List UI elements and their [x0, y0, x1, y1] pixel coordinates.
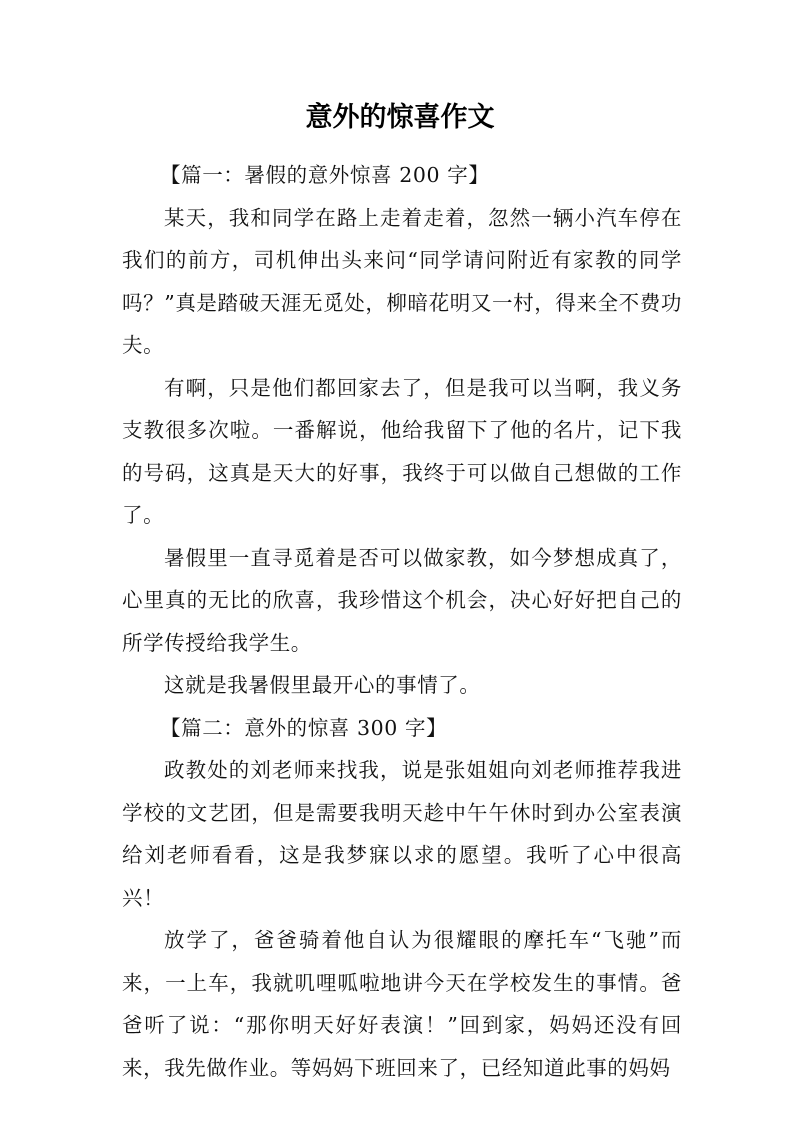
document-title: 意外的惊喜作文	[305, 102, 495, 133]
paragraph: 某天，我和同学在路上走着走着，忽然一辆小汽车停在我们的前方，司机伸出头来问“同学请问附近有家教的同学吗？”真是踏破天涯无觅处，柳暗花明又一村，得来全不费功夫。	[122, 205, 682, 357]
paragraph: 这就是我暑假里最开心的事情了。	[164, 673, 481, 697]
section-heading-2: 【篇二：意外的惊喜 300 字】	[160, 715, 448, 740]
paragraph: 暑假里一直寻觅着是否可以做家教，如今梦想成真了，心里真的无比的欣喜，我珍惜这个机会，决心好好把自己的所学传授给我学生。	[122, 545, 682, 655]
paragraph: 放学了，爸爸骑着他自认为很耀眼的摩托车“飞驰”而来，一上车，我就叽哩呱啦地讲今天在学校发生的事情。爸爸听了说：“那你明天好好表演！”回到家，妈妈还没有回来，我先做作业。等妈妈下班回来了，已经知道此事的妈妈	[122, 928, 682, 1080]
section-heading-1: 【篇一：暑假的意外惊喜 200 字】	[160, 163, 490, 187]
document-body	[122, 154, 682, 1089]
paragraph: 有啊，只是他们都回家去了，但是我可以当啊，我义务支教很多次啦。一番解说，他给我留下了他的名片，记下我的号码，这真是天大的好事，我终于可以做自己想做的工作了。	[122, 375, 682, 527]
paragraph: 政教处的刘老师来找我，说是张姐姐向刘老师推荐我进学校的文艺团，但是需要我明天趁中午午休时到办公室表演给刘老师看看，这是我梦寐以求的愿望。我听了心中很高兴！	[122, 758, 682, 910]
